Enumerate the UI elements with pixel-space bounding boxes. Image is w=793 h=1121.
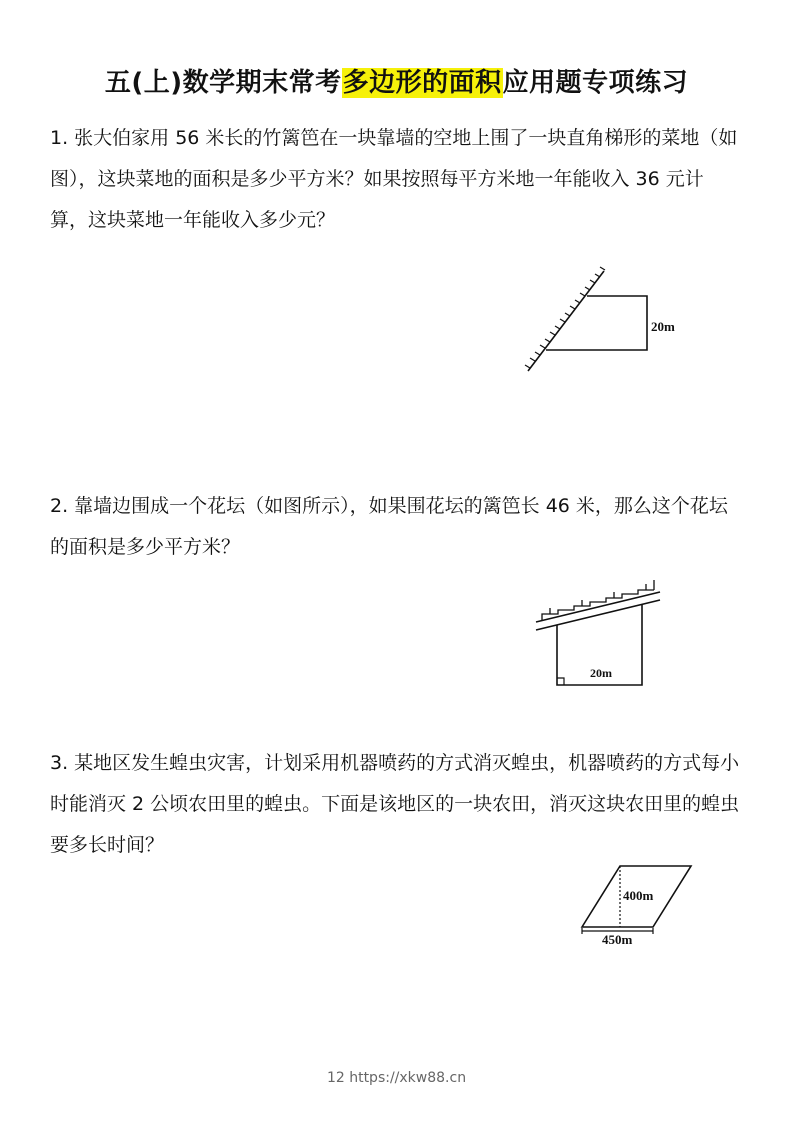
right-angle-mark (557, 678, 564, 685)
title-highlight: 多边形的面积 (342, 68, 502, 98)
wall-line (528, 271, 604, 371)
question-2-figure (530, 578, 670, 690)
title-part1: 五(上)数学期末常考 (104, 68, 342, 98)
question-3-figure (570, 858, 700, 953)
question-3-base-label: 450m (602, 932, 633, 947)
title-part2: 应用题专项练习 (502, 68, 689, 98)
question-1-figure (520, 265, 700, 380)
wall-hatching (525, 267, 605, 368)
question-3-height-label: 400m (623, 888, 654, 903)
page-footer: 12 https://xkw88.cn (326, 1070, 467, 1086)
question-2-figure-label: 20m (590, 666, 612, 680)
trapezoid-fence (546, 296, 647, 350)
question-1-figure-label: 20m (651, 319, 675, 334)
question-2-text: 2. 靠墙边围成一个花坛（如图所示），如果围花坛的篱笆长 46 米，那么这个花坛的面积是多少平方米？ (50, 495, 728, 558)
question-1-text: 1. 张大伯家用 56 米长的竹篱笆在一块靠墙的空地上围了一块直角梯形的菜地（如图），这块菜地的面积是多少平方米？如果按照每平方米地一年能收入 36 元计算，这块菜地一年能收入多少元？ (50, 127, 738, 231)
page-title (0, 62, 793, 99)
question-3-text: 3. 某地区发生蝗虫灾害，计划采用机器喷药的方式消灭蝗虫，机器喷药的方式每小时能消灭 2 公顷农田里的蝗虫。下面是该地区的一块农田，消灭这块农田里的蝗虫要多长时间？ (50, 752, 740, 856)
